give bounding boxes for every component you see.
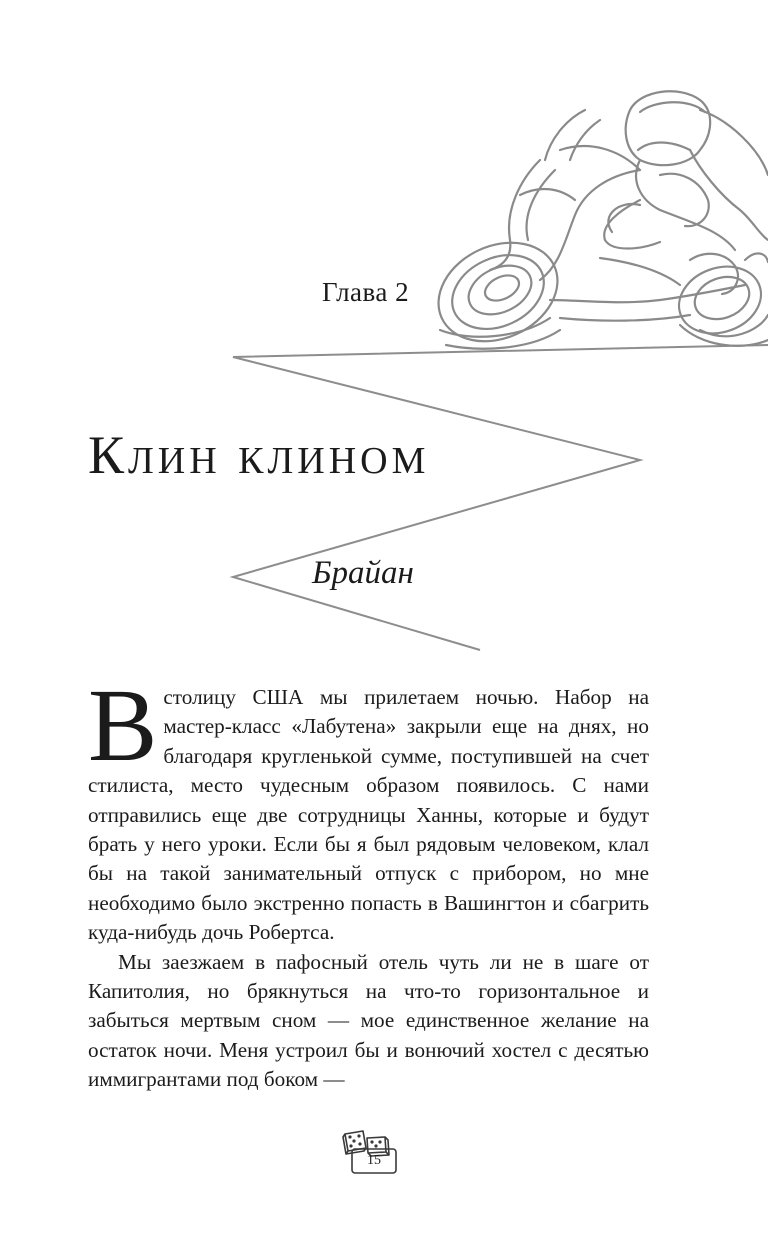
page-number: 15 [367,1153,381,1168]
zigzag-lines [233,345,768,650]
chapter-label: Глава 2 [322,277,410,307]
chapter-title: Клин клином [88,425,430,485]
paragraph: Мы заезжаем в пафосный отель чуть ли не в шаге от Капитолия, но брякнуться на что-то горизонтальное и забыться мертвым сном — мое единственное желание на остаток ночи. Меня устроил бы и вонючий хостел с десятью иммигрантами под боком — [88,949,649,1092]
chapter-narrator: Брайан [312,555,414,591]
paragraph-text: столицу США мы прилетаем ночью. Набор на мастер-класс «Лабутена» закрыли еще на днях, но благодаря кругленькой сумме, поступившей на счет стилиста, место чудесным образом появилось. С нами отправились еще две сотрудницы Ханны, которые и будут брать у него уроки. Если бы я был рядовым человеком, клал бы на такой занимательный отпуск с прибором, но мне необходимо было экстренно попасть в Вашингтон и сбагрить куда-нибудь дочь Робертса. [88,685,649,945]
motorcyclist-line-art [422,91,768,360]
zigzag-line [233,345,768,650]
drop-cap: В [88,668,158,783]
paragraph [88,668,649,948]
body-text [88,668,649,1095]
